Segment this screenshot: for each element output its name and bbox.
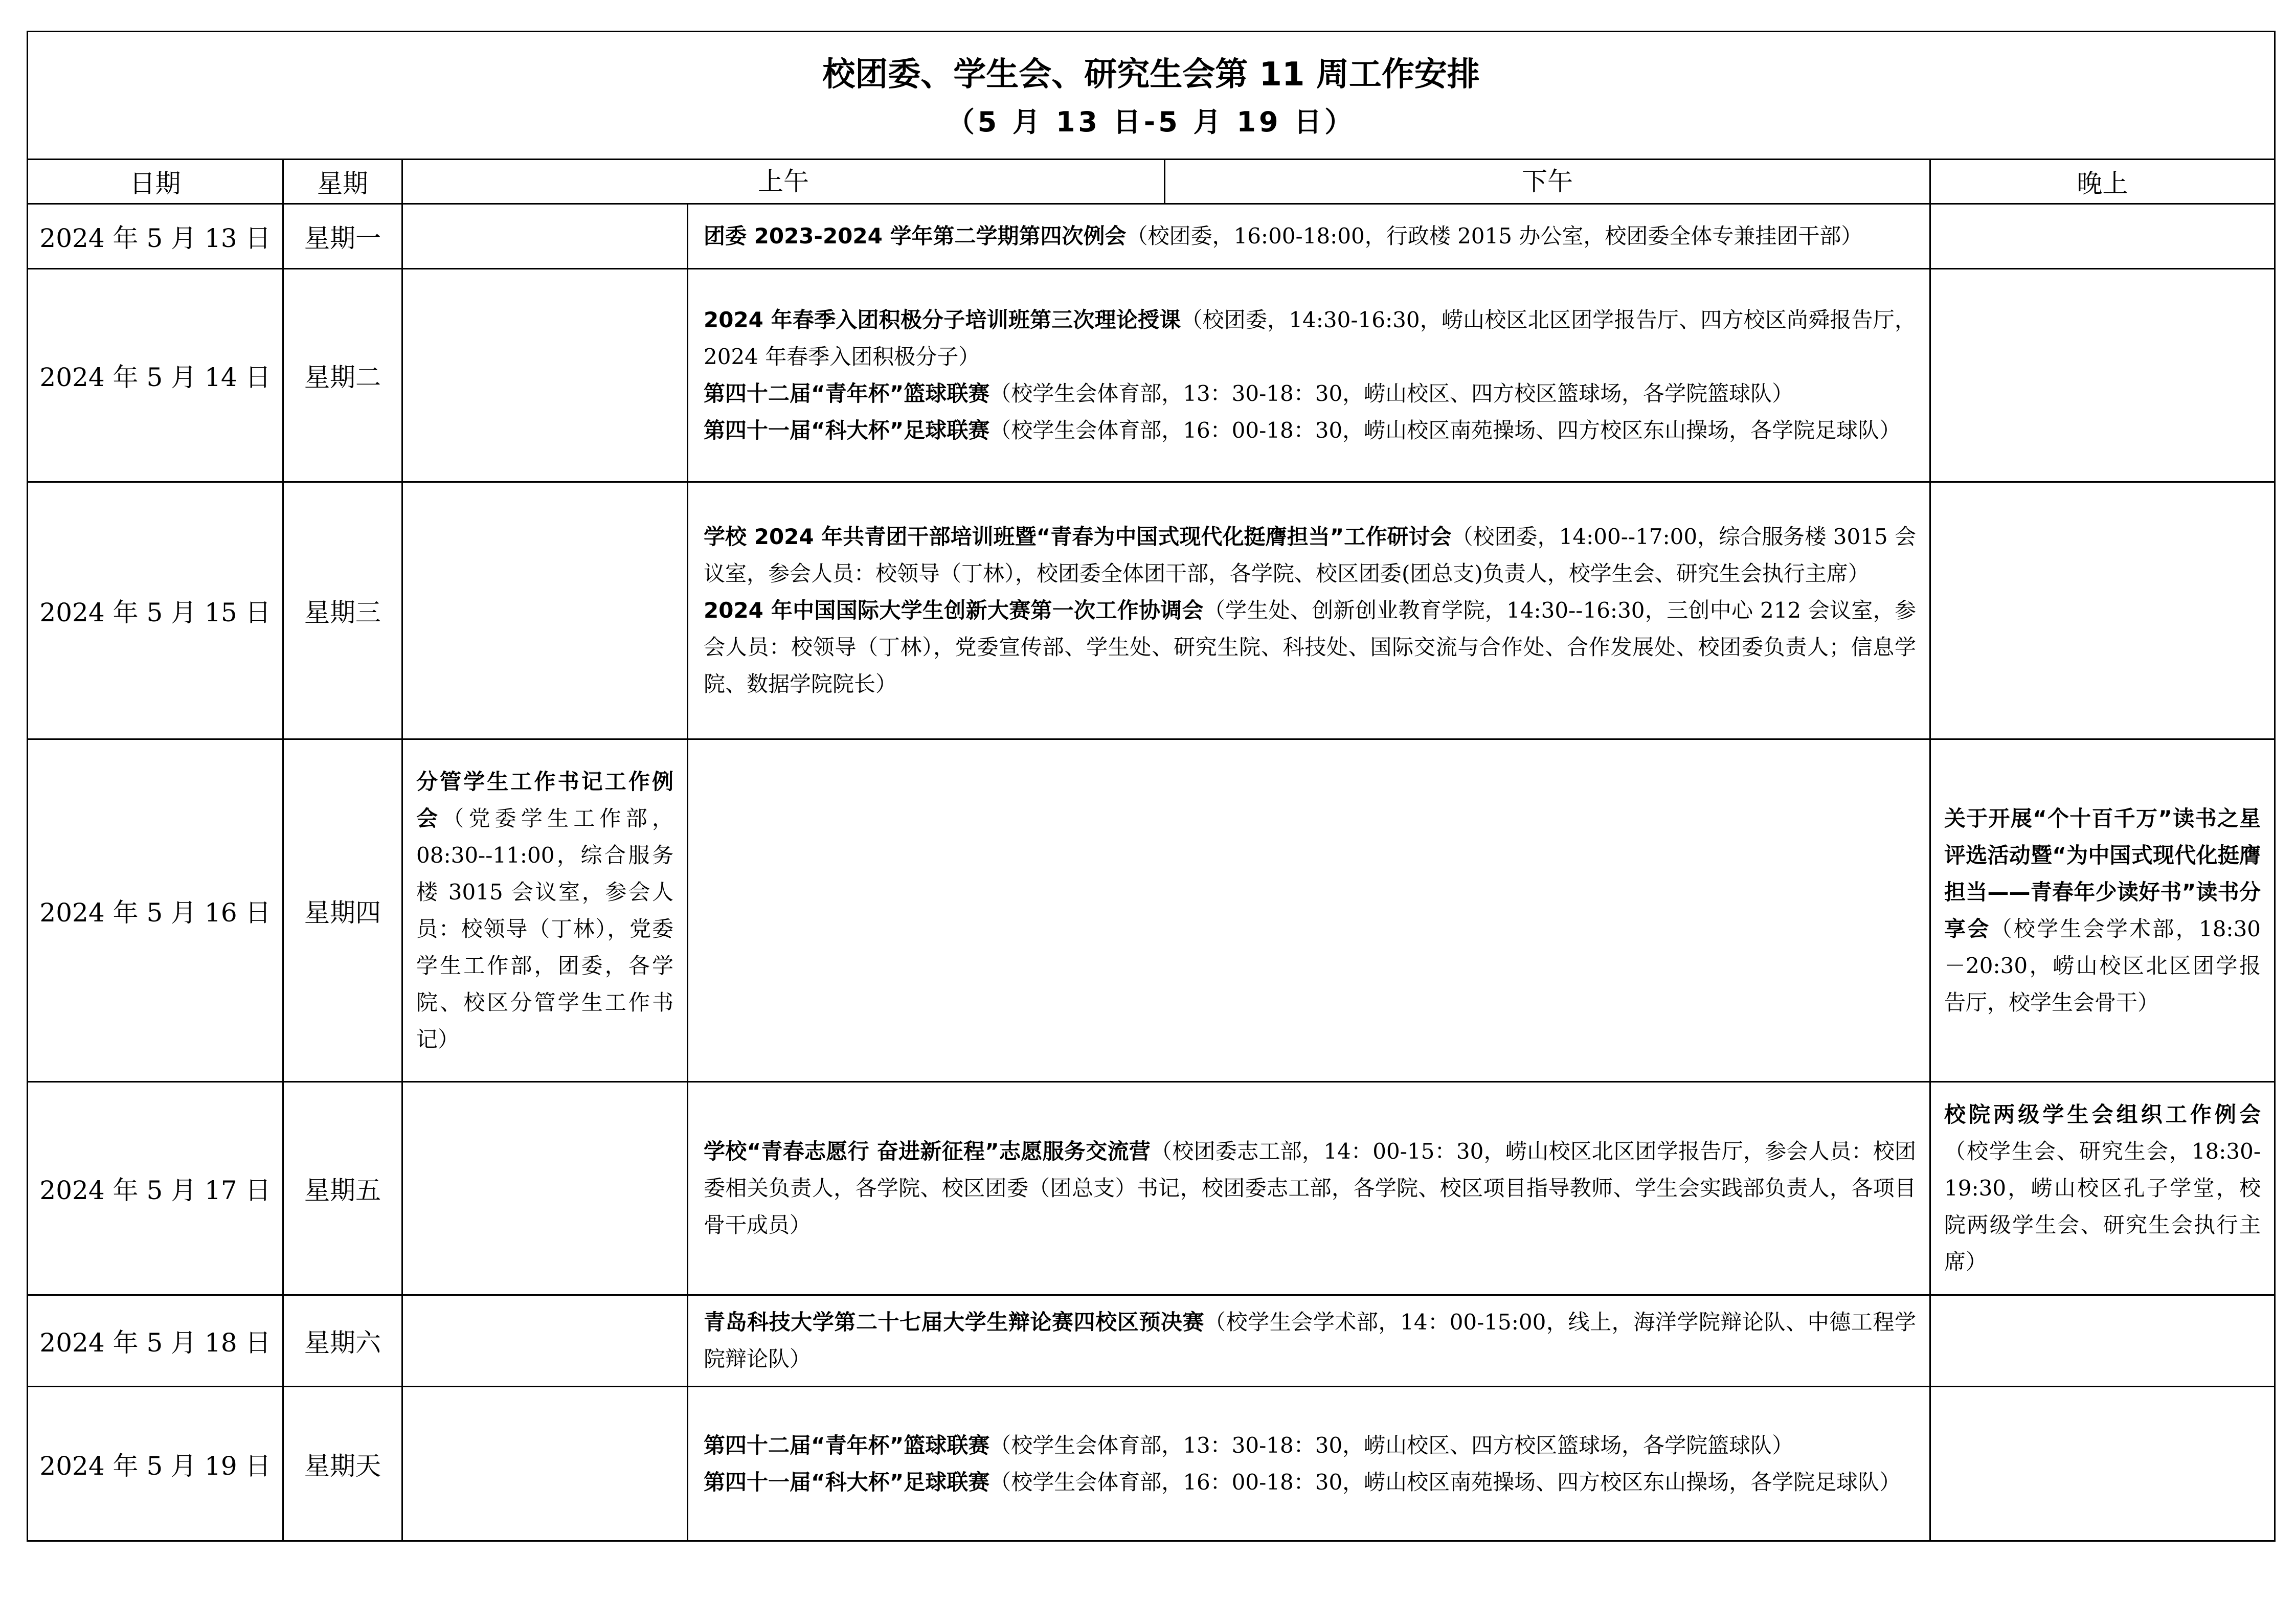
table-row xyxy=(28,269,2275,482)
event-detail: （校团委志工部，14：00-15：30，崂山校区北区团学报告厅，参会人员：校团委相关负责人，各学院、校区团委（团总支）书记，校团委志工部，各学院、校区项目指导教师、学生会实践部负责人，各项目骨干成员） xyxy=(704,1139,1916,1237)
table-row xyxy=(28,739,2275,1082)
event-item xyxy=(704,1427,1916,1464)
header-morning-label: 上午 xyxy=(403,160,1165,203)
afternoon-cell xyxy=(688,482,1930,739)
morning-cell xyxy=(402,1082,688,1295)
evening-cell xyxy=(1930,204,2275,269)
weekday-cell: 星期二 xyxy=(283,269,402,482)
event-name: 第四十一届“科大杯”足球联赛 xyxy=(704,418,990,443)
event-detail: （校学生会体育部，13：30-18：30，崂山校区、四方校区篮球场，各学院篮球队） xyxy=(989,381,1794,406)
afternoon-cell xyxy=(688,739,1930,1082)
event-item xyxy=(704,592,1916,703)
event-name: 第四十二届“青年杯”篮球联赛 xyxy=(704,381,990,406)
header-row xyxy=(28,160,2275,204)
title-cell xyxy=(28,32,2275,160)
event-name: 校院两级学生会组织工作例会 xyxy=(1944,1102,2261,1127)
evening-cell xyxy=(1930,1387,2275,1541)
event-item xyxy=(704,1304,1916,1378)
date-cell: 2024 年 5 月 18 日 xyxy=(28,1295,283,1387)
evening-cell xyxy=(1930,482,2275,739)
weekday-cell: 星期四 xyxy=(283,739,402,1082)
date-cell: 2024 年 5 月 15 日 xyxy=(28,482,283,739)
morning-cell xyxy=(402,739,688,1082)
event-name: 关于开展“个十百千万”读书之星评选活动暨“为中国式现代化挺膺担当——青春年少读好书”读书分享会 xyxy=(1944,805,2261,941)
afternoon-cell xyxy=(688,1387,1930,1541)
event-name: 团委 2023-2024 学年第二学期第四次例会 xyxy=(704,223,1127,249)
evening-cell xyxy=(1930,1082,2275,1295)
event-detail: （校团委，16:00-18:00，行政楼 2015 办公室，校团委全体专兼挂团干部） xyxy=(1126,223,1863,249)
header-evening: 晚上 xyxy=(1930,160,2275,204)
evening-cell xyxy=(1930,739,2275,1082)
header-morning xyxy=(402,160,1930,204)
event-detail: （校学生会、研究生会，18:30-19:30，崂山校区孔子学堂，校院两级学生会、研究生会执行主席） xyxy=(1944,1139,2261,1274)
event-name: 2024 年中国国际大学生创新大赛第一次工作协调会 xyxy=(704,598,1204,623)
header-weekday: 星期 xyxy=(283,160,402,204)
event-name: 青岛科技大学第二十七届大学生辩论赛四校区预决赛 xyxy=(704,1310,1205,1335)
morning-cell xyxy=(402,482,688,739)
event-detail: （校学生会学术部，14：00-15:00，线上，海洋学院辩论队、中德工程学院辩论队） xyxy=(704,1310,1916,1371)
table-row xyxy=(28,482,2275,739)
event-detail: （校学生会体育部，13：30-18：30，崂山校区、四方校区篮球场，各学院篮球队） xyxy=(989,1432,1794,1458)
event-detail: （校学生会体育部，16：00-18：30，崂山校区南苑操场、四方校区东山操场，各学院足球队） xyxy=(989,418,1901,443)
event-item xyxy=(416,763,673,1058)
table-row xyxy=(28,1082,2275,1295)
table-row xyxy=(28,1295,2275,1387)
event-detail: （校团委，14:30-16:30，崂山校区北区团学报告厅、四方校区尚舜报告厅，2024 年春季入团积极分子） xyxy=(704,307,1916,369)
table-row xyxy=(28,204,2275,269)
event-detail: （校学生会体育部，16：00-18：30，崂山校区南苑操场、四方校区东山操场，各学院足球队） xyxy=(989,1469,1901,1495)
afternoon-cell xyxy=(688,269,1930,482)
event-name: 第四十二届“青年杯”篮球联赛 xyxy=(704,1432,990,1458)
event-name: 学校“青春志愿行 奋进新征程”志愿服务交流营 xyxy=(704,1139,1151,1164)
event-item xyxy=(1944,800,2261,1021)
evening-cell xyxy=(1930,269,2275,482)
date-range-subtitle: （5 月 13 日-5 月 19 日） xyxy=(947,105,1356,138)
date-cell: 2024 年 5 月 17 日 xyxy=(28,1082,283,1295)
event-item xyxy=(704,218,1916,255)
event-item xyxy=(1944,1096,2261,1280)
header-date: 日期 xyxy=(28,160,283,204)
event-detail: （校学生会学术部，18:30－20:30，崂山校区北区团学报告厅，校学生会骨干） xyxy=(1944,916,2261,1015)
afternoon-cell xyxy=(688,1295,1930,1387)
event-detail: （党委学生工作部，08:30--11:00，综合服务楼 3015 会议室，参会人员：校领导（丁林），党委学生工作部，团委，各学院、校区分管学生工作书记） xyxy=(416,805,673,1052)
morning-cell xyxy=(402,1387,688,1541)
header-afternoon-label: 下午 xyxy=(1522,167,1573,196)
event-item xyxy=(704,375,1916,412)
weekday-cell: 星期一 xyxy=(283,204,402,269)
event-item xyxy=(704,412,1916,449)
evening-cell xyxy=(1930,1295,2275,1387)
date-cell: 2024 年 5 月 14 日 xyxy=(28,269,283,482)
morning-cell xyxy=(402,1295,688,1387)
weekday-cell: 星期五 xyxy=(283,1082,402,1295)
date-cell: 2024 年 5 月 16 日 xyxy=(28,739,283,1082)
weekday-cell: 星期三 xyxy=(283,482,402,739)
event-detail: （校团委，14:00--17:00，综合服务楼 3015 会议室，参会人员：校领导（丁林），校团委全体团干部，各学院、校区团委(团总支)负责人，校学生会、研究生会执行主席） xyxy=(704,524,1916,586)
table-row xyxy=(28,1387,2275,1541)
morning-cell xyxy=(402,269,688,482)
event-item xyxy=(704,1464,1916,1501)
event-item xyxy=(704,1133,1916,1244)
date-cell: 2024 年 5 月 13 日 xyxy=(28,204,283,269)
weekday-cell: 星期六 xyxy=(283,1295,402,1387)
event-name: 第四十一届“科大杯”足球联赛 xyxy=(704,1469,990,1495)
weekday-cell: 星期天 xyxy=(283,1387,402,1541)
date-cell: 2024 年 5 月 19 日 xyxy=(28,1387,283,1541)
schedule-table xyxy=(27,31,2276,1542)
event-item xyxy=(704,519,1916,592)
event-name: 分管学生工作书记工作例会 xyxy=(416,769,673,831)
event-detail: （学生处、创新创业教育学院，14:30--16:30，三创中心 212 会议室，参会人员：校领导（丁林），党委宣传部、学生处、研究生院、科技处、国际交流与合作处、合作发展处、校团委负责人；信息学院、数据学院院长） xyxy=(704,598,1916,696)
afternoon-cell xyxy=(688,204,1930,269)
event-name: 2024 年春季入团积极分子培训班第三次理论授课 xyxy=(704,307,1181,332)
afternoon-cell xyxy=(688,1082,1930,1295)
morning-cell xyxy=(402,204,688,269)
event-item xyxy=(704,302,1916,375)
schedule-sheet xyxy=(27,31,2274,1537)
page-title: 校团委、学生会、研究生会第 11 周工作安排 xyxy=(822,55,1480,94)
event-name: 学校 2024 年共青团干部培训班暨“青春为中国式现代化挺膺担当”工作研讨会 xyxy=(704,524,1452,549)
